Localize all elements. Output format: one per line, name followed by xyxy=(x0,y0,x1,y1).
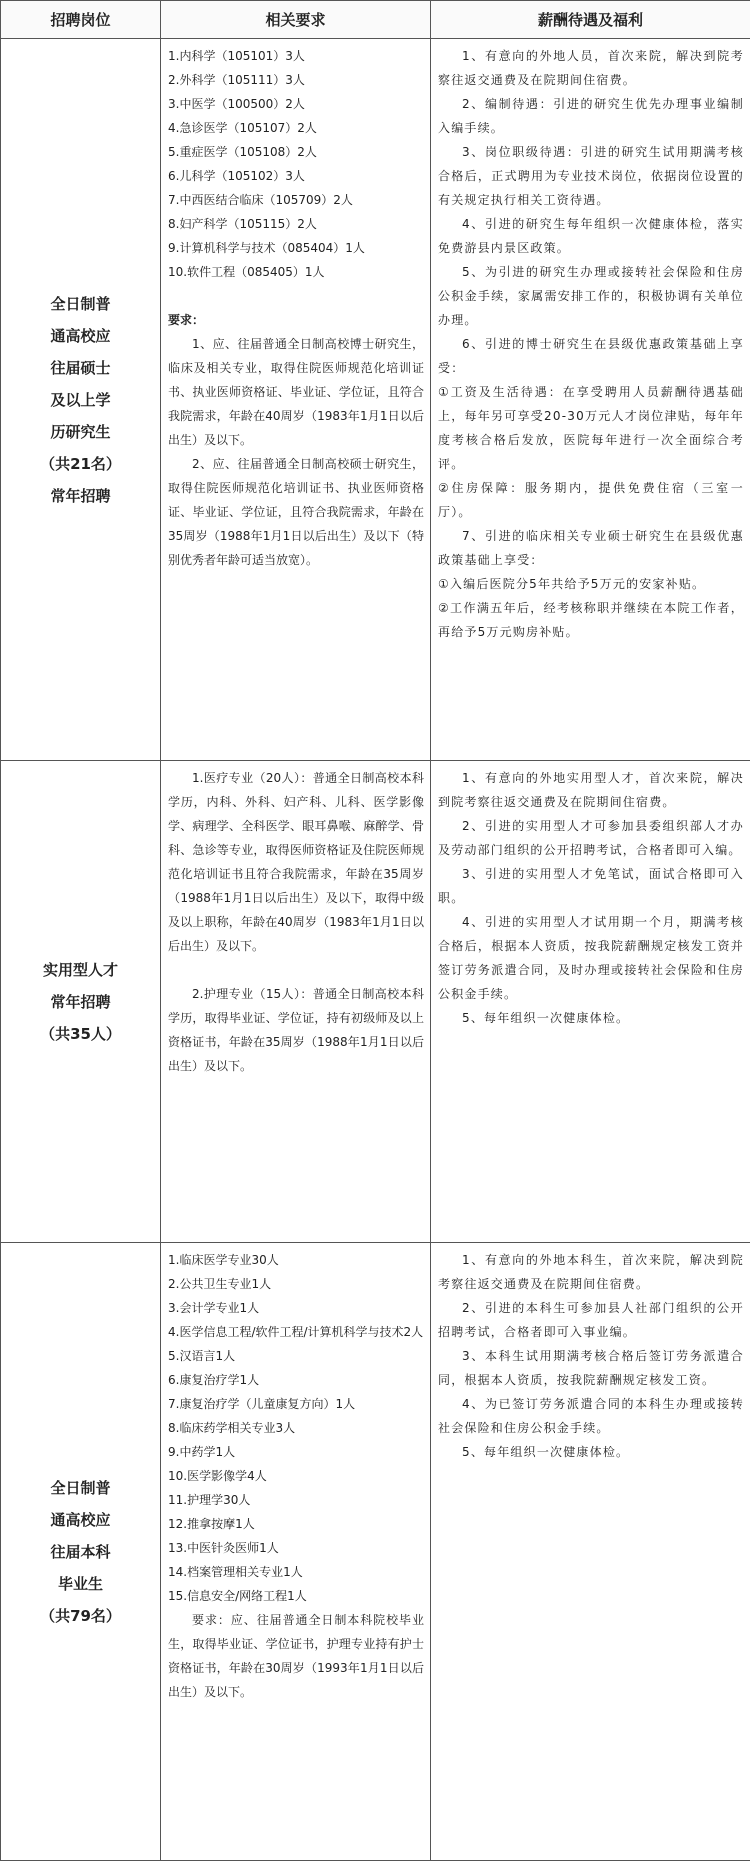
position-cell: 全日制普 通高校应 往届本科 毕业生 （共79名） xyxy=(1,1243,161,1861)
list-item: 6.儿科学（105102）3人 xyxy=(168,169,305,183)
list-item: 13.中医针灸医师1人 xyxy=(168,1541,279,1555)
requirement-paragraph: 要求：应、往届普通全日制本科院校毕业生，取得毕业证、学位证书，护理专业持有护士资格证书，年龄在30周岁（1993年1月1日以后出生）及以下。 xyxy=(168,1613,424,1699)
table-row-undergrad xyxy=(1,1243,750,1861)
list-item: 5.汉语言1人 xyxy=(168,1349,236,1363)
list-item: 7.中西医结合临床（105709）2人 xyxy=(168,193,353,207)
requirement-paragraph: 1、应、往届普通全日制高校博士研究生，临床及相关专业，取得住院医师规范化培训证书、执业医师资格证、毕业证、学位证，且符合我院需求，年龄在40周岁（1983年1月1日以后出生）及以下。 xyxy=(168,337,424,447)
list-item: 1.内科学（105101）3人 xyxy=(168,49,305,63)
list-item: 3.中医学（100500）2人 xyxy=(168,97,305,111)
list-item: 1.临床医学专业30人 xyxy=(168,1253,279,1267)
header-position: 招聘岗位 xyxy=(1,1,161,39)
benefit-paragraph: 3、本科生试用期满考核合格后签订劳务派遣合同，根据本人资质，按我院薪酬规定核发工资。 xyxy=(438,1349,744,1387)
table-row-practical xyxy=(1,761,750,1243)
table-row-masters xyxy=(1,39,750,761)
list-item: 10.软件工程（085405）1人 xyxy=(168,265,325,279)
benefit-paragraph: 1、有意向的外地人员，首次来院，解决到院考察往返交通费及在院期间住宿费。 xyxy=(438,49,744,87)
requirement-paragraph: 2、应、往届普通全日制高校硕士研究生，取得住院医师规范化培训证书、执业医师资格证、毕业证、学位证，且符合我院需求，年龄在35周岁（1988年1月1日以后出生）及以下（特别优秀者年龄可适当放宽）。 xyxy=(168,457,424,567)
list-item: 10.医学影像学4人 xyxy=(168,1469,267,1483)
benefit-paragraph: 7、引进的临床相关专业硕士研究生在县级优惠政策基础上享受： xyxy=(438,529,744,567)
list-item: 6.康复治疗学1人 xyxy=(168,1373,260,1387)
benefit-paragraph: 1、有意向的外地实用型人才，首次来院，解决到院考察往返交通费及在院期间住宿费。 xyxy=(438,771,744,809)
benefit-paragraph: 1、有意向的外地本科生，首次来院，解决到院考察往返交通费及在院期间住宿费。 xyxy=(438,1253,744,1291)
position-cell: 实用型人才 常年招聘 （共35人） xyxy=(1,761,161,1243)
requirements-cell xyxy=(161,39,431,761)
benefit-paragraph: 3、岗位职级待遇：引进的研究生试用期满考核合格后，正式聘用为专业技术岗位，依据岗位设置的有关规定执行相关工资待遇。 xyxy=(438,145,744,207)
benefit-paragraph: 2、编制待遇：引进的研究生优先办理事业编制入编手续。 xyxy=(438,97,744,135)
list-item: 9.中药学1人 xyxy=(168,1445,236,1459)
benefit-paragraph: ②工作满五年后，经考核称职并继续在本院工作者，再给予5万元购房补贴。 xyxy=(438,601,744,639)
benefits-cell xyxy=(431,761,750,1243)
header-benefits: 薪酬待遇及福利 xyxy=(431,1,750,39)
position-cell: 全日制普 通高校应 往届硕士 及以上学 历研究生 （共21名） 常年招聘 xyxy=(1,39,161,761)
benefit-paragraph: 6、引进的博士研究生在县级优惠政策基础上享受： xyxy=(438,337,744,375)
benefit-paragraph: 2、引进的本科生可参加县人社部门组织的公开招聘考试，合格者即可入事业编。 xyxy=(438,1301,744,1339)
benefit-paragraph: 4、引进的实用型人才试用期一个月，期满考核合格后，根据本人资质，按我院薪酬规定核发工资并签订劳务派遣合同，及时办理或接转社会保险和住房公积金手续。 xyxy=(438,915,744,1001)
list-item: 2.公共卫生专业1人 xyxy=(168,1277,272,1291)
requirement-paragraph: 1.医疗专业（20人）：普通全日制高校本科学历，内科、外科、妇产科、儿科、医学影像学、病理学、全科医学、眼耳鼻喉、麻醉学、骨科、急诊等专业，取得医师资格证及住院医师规范化培训证书且符合我院需求，年龄在35周岁（1988年1月1日以后出生）及以下，取得中级及以上职称，年龄在40周岁（1983年1月1日以后出生）及以下。 xyxy=(168,771,424,953)
benefit-paragraph: ②住房保障：服务期内，提供免费住宿（三室一厅）。 xyxy=(438,481,744,519)
list-item: 7.康复治疗学（儿童康复方向）1人 xyxy=(168,1397,356,1411)
requirements-label: 要求： xyxy=(168,313,205,327)
list-item: 2.外科学（105111）3人 xyxy=(168,73,305,87)
list-item: 4.医学信息工程/软件工程/计算机科学与技术2人 xyxy=(168,1325,424,1339)
benefit-paragraph: 5、每年组织一次健康体检。 xyxy=(462,1011,630,1025)
benefit-paragraph: 4、引进的研究生每年组织一次健康体检，落实免费游县内景区政策。 xyxy=(438,217,744,255)
benefits-cell xyxy=(431,1243,750,1861)
benefit-paragraph: ①入编后医院分5年共给予5万元的安家补贴。 xyxy=(438,577,706,591)
list-item: 14.档案管理相关专业1人 xyxy=(168,1565,303,1579)
benefit-paragraph: 2、引进的实用型人才可参加县委组织部人才办及劳动部门组织的公开招聘考试，合格者即可入编。 xyxy=(438,819,744,857)
list-item: 11.护理学30人 xyxy=(168,1493,251,1507)
header-requirements: 相关要求 xyxy=(161,1,431,39)
list-item: 12.推拿按摩1人 xyxy=(168,1517,255,1531)
requirement-paragraph: 2.护理专业（15人）：普通全日制高校本科学历，取得毕业证、学位证，持有初级师及以上资格证书，年龄在35周岁（1988年1月1日以后出生）及以下。 xyxy=(168,987,424,1073)
benefit-paragraph: ①工资及生活待遇：在享受聘用人员薪酬待遇基础上，每年另可享受20-30万元人才岗位津贴，每年年度考核合格后发放，医院每年进行一次全面综合考评。 xyxy=(438,385,744,471)
list-item: 3.会计学专业1人 xyxy=(168,1301,260,1315)
list-item: 9.计算机科学与技术（085404）1人 xyxy=(168,241,365,255)
benefit-paragraph: 5、每年组织一次健康体检。 xyxy=(462,1445,630,1459)
list-item: 8.妇产科学（105115）2人 xyxy=(168,217,317,231)
list-item: 15.信息安全/网络工程1人 xyxy=(168,1589,307,1603)
list-item: 5.重症医学（105108）2人 xyxy=(168,145,317,159)
list-item: 4.急诊医学（105107）2人 xyxy=(168,121,317,135)
benefit-paragraph: 4、为已签订劳务派遣合同的本科生办理或接转社会保险和住房公积金手续。 xyxy=(438,1397,744,1435)
table-header-row xyxy=(1,1,750,39)
benefit-paragraph: 5、为引进的研究生办理或接转社会保险和住房公积金手续，家属需安排工作的，积极协调有关单位办理。 xyxy=(438,265,744,327)
benefit-paragraph: 3、引进的实用型人才免笔试，面试合格即可入职。 xyxy=(438,867,744,905)
requirements-cell xyxy=(161,1243,431,1861)
requirements-cell xyxy=(161,761,431,1243)
list-item: 8.临床药学相关专业3人 xyxy=(168,1421,296,1435)
benefits-cell xyxy=(431,39,750,761)
